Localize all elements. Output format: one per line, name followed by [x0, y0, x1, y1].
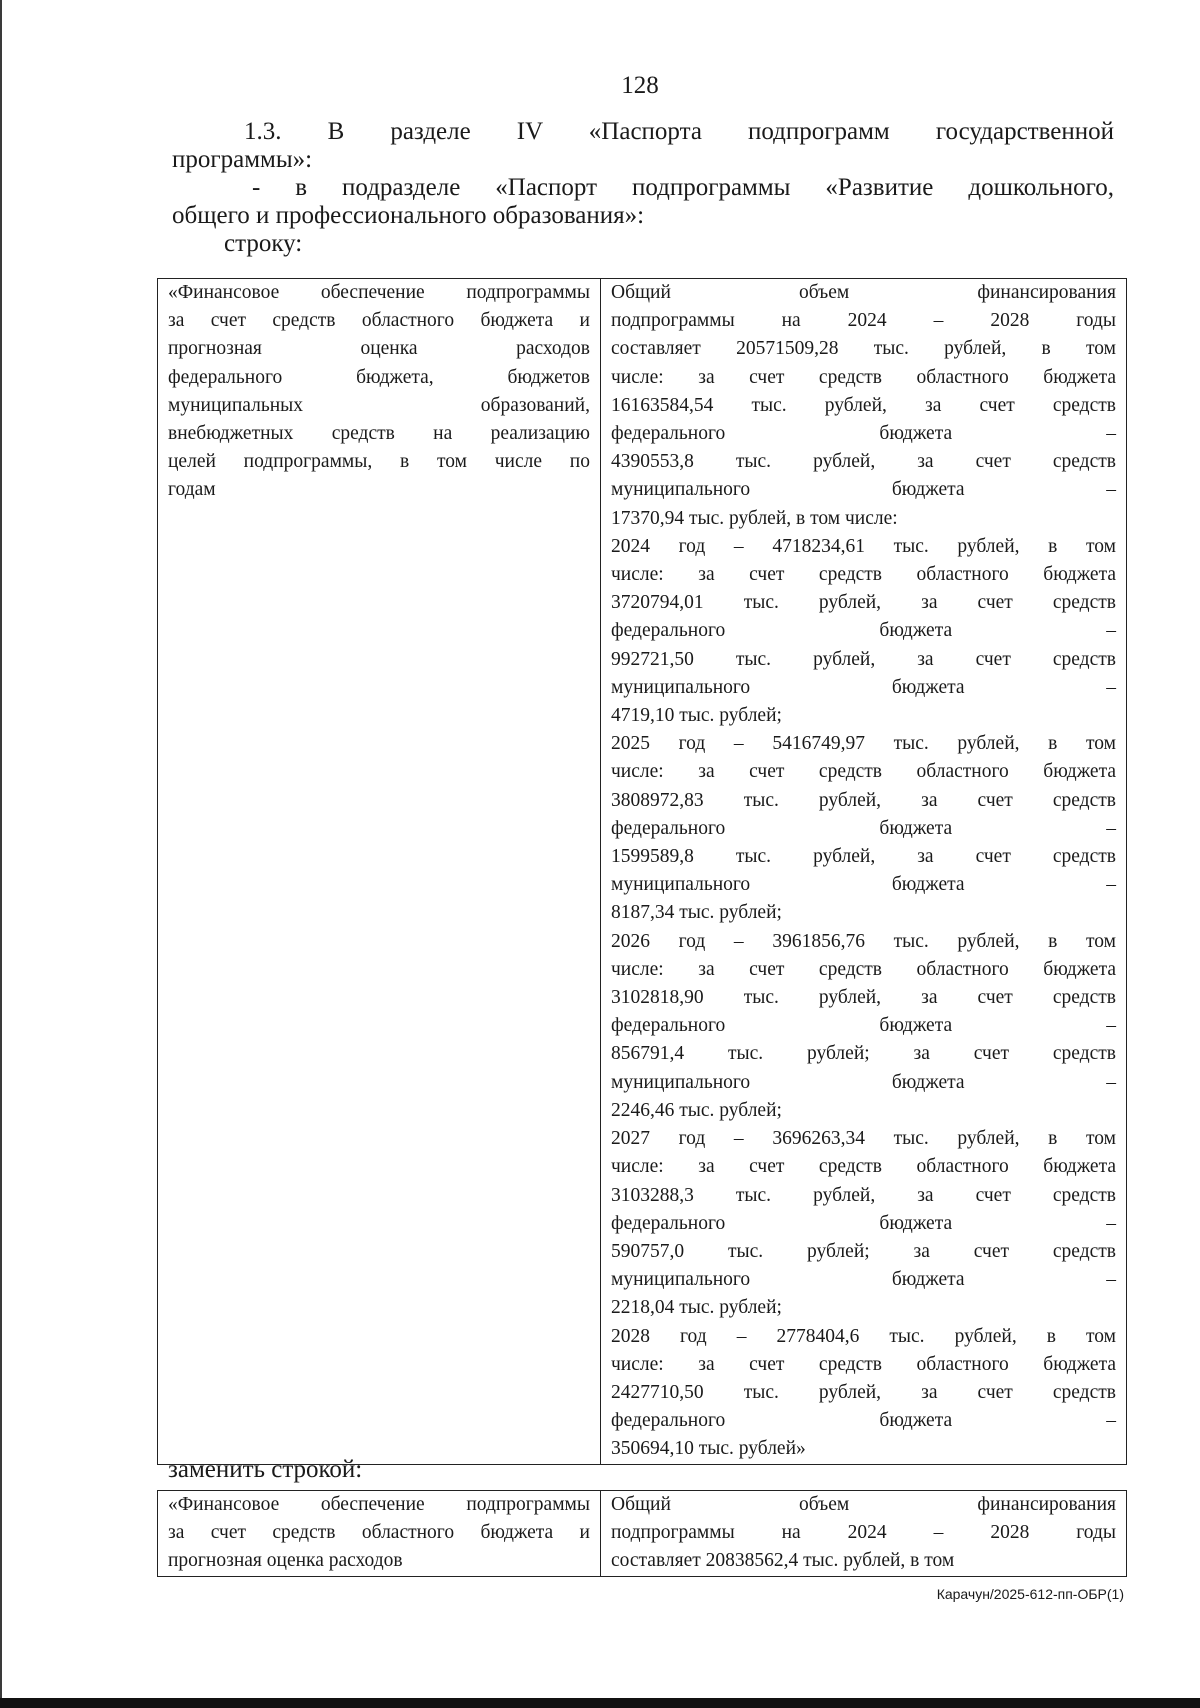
- scan-bottom-edge: [0, 1698, 1200, 1708]
- intro-paragraph-2-cont: общего и профессионального образования»:: [172, 202, 645, 229]
- cell-line: подпрограммы на 2024 – 2028 годы: [611, 1522, 1116, 1544]
- table-row: [158, 1491, 1127, 1577]
- cell-line: целей подпрограммы, в том числе по: [168, 451, 590, 473]
- cell-line: федерального бюджета –: [611, 620, 1116, 642]
- intro-text: [172, 118, 1114, 258]
- cell-line: 2246,46 тыс. рублей;: [611, 1099, 782, 1121]
- cell-line: федерального бюджета –: [611, 817, 1116, 839]
- cell-line: 8187,34 тыс. рублей;: [611, 902, 782, 924]
- cell-line: 2427710,50 тыс. рублей, за счет средств: [611, 1381, 1116, 1403]
- cell-line: подпрограммы на 2024 – 2028 годы: [611, 310, 1116, 332]
- cell-line: муниципального бюджета –: [611, 874, 1116, 896]
- cell-line: муниципального бюджета –: [611, 1269, 1116, 1291]
- cell-line: 2026 год – 3961856,76 тыс. рублей, в том: [611, 930, 1116, 952]
- cell-line: 4719,10 тыс. рублей;: [611, 705, 782, 727]
- cell-line: числе: за счет средств областного бюджета: [611, 761, 1116, 783]
- cell-line: муниципальных образований,: [168, 394, 590, 416]
- new-row-right-cell: [601, 1491, 1127, 1577]
- cell-line: «Финансовое обеспечение подпрограммы: [168, 282, 590, 303]
- cell-line: «Финансовое обеспечение подпрограммы: [168, 1494, 590, 1515]
- cell-line: годам: [168, 479, 216, 501]
- intro-paragraph-1: 1.3. В разделе IV «Паспорта подпрограмм государственной: [244, 118, 1114, 145]
- cell-line: 4390553,8 тыс. рублей, за счет средств: [611, 451, 1116, 473]
- new-row-left-cell: [158, 1491, 601, 1577]
- cell-line: федерального бюджета –: [611, 423, 1116, 445]
- cell-line: федерального бюджета, бюджетов: [168, 366, 590, 388]
- cell-line: 16163584,54 тыс. рублей, за счет средств: [611, 394, 1116, 416]
- cell-line: федерального бюджета –: [611, 1410, 1116, 1432]
- cell-line: федерального бюджета –: [611, 1212, 1116, 1234]
- document-code: Карачун/2025-612-пп-ОБР(1): [936, 1586, 1124, 1602]
- cell-line: 1599589,8 тыс. рублей, за счет средств: [611, 846, 1116, 868]
- old-passport-row-table: [157, 278, 1127, 1465]
- intro-paragraph-1-cont: программы»:: [172, 146, 313, 173]
- cell-line: числе: за счет средств областного бюджета: [611, 366, 1116, 388]
- replace-label: заменить строкой:: [168, 1456, 363, 1483]
- cell-line: 590757,0 тыс. рублей; за счет средств: [611, 1240, 1116, 1262]
- cell-line: Общий объем финансирования: [611, 282, 1116, 303]
- cell-line: составляет 20838562,4 тыс. рублей, в том: [611, 1550, 955, 1572]
- cell-line: 2025 год – 5416749,97 тыс. рублей, в том: [611, 733, 1116, 755]
- cell-line: муниципального бюджета –: [611, 1071, 1116, 1093]
- cell-line: за счет средств областного бюджета и: [168, 310, 590, 332]
- new-passport-row-table: [157, 1490, 1127, 1577]
- old-row-right-cell: [601, 279, 1127, 1465]
- table-row: [158, 279, 1127, 1465]
- intro-paragraph-2: - в подразделе «Паспорт подпрограммы «Развитие дошкольного,: [252, 174, 1114, 201]
- page-number: 128: [621, 72, 659, 99]
- cell-line: 2028 год – 2778404,6 тыс. рублей, в том: [611, 1325, 1116, 1347]
- cell-line: за счет средств областного бюджета и: [168, 1522, 590, 1544]
- cell-line: 2024 год – 4718234,61 тыс. рублей, в том: [611, 535, 1116, 557]
- cell-line: числе: за счет средств областного бюджета: [611, 564, 1116, 586]
- cell-line: числе: за счет средств областного бюджета: [611, 1353, 1116, 1375]
- cell-line: прогнозная оценка расходов: [168, 338, 590, 360]
- cell-line: 350694,10 тыс. рублей»: [611, 1438, 806, 1460]
- cell-line: 17370,94 тыс. рублей, в том числе:: [611, 507, 898, 529]
- cell-line: 3103288,3 тыс. рублей, за счет средств: [611, 1184, 1116, 1206]
- cell-line: прогнозная оценка расходов: [168, 1550, 403, 1572]
- cell-line: Общий объем финансирования: [611, 1494, 1116, 1515]
- cell-line: внебюджетных средств на реализацию: [168, 423, 590, 445]
- cell-line: составляет 20571509,28 тыс. рублей, в том: [611, 338, 1116, 360]
- cell-line: 2218,04 тыс. рублей;: [611, 1297, 782, 1319]
- cell-line: 3808972,83 тыс. рублей, за счет средств: [611, 789, 1116, 811]
- scan-left-edge: [0, 0, 2, 1708]
- cell-line: 992721,50 тыс. рублей, за счет средств: [611, 648, 1116, 670]
- row-label: строку:: [224, 230, 303, 257]
- cell-line: 2027 год – 3696263,34 тыс. рублей, в том: [611, 1128, 1116, 1150]
- cell-line: муниципального бюджета –: [611, 479, 1116, 501]
- old-row-left-cell: [158, 279, 601, 1465]
- cell-line: муниципального бюджета –: [611, 676, 1116, 698]
- cell-line: числе: за счет средств областного бюджета: [611, 958, 1116, 980]
- cell-line: числе: за счет средств областного бюджета: [611, 1156, 1116, 1178]
- cell-line: 3102818,90 тыс. рублей, за счет средств: [611, 987, 1116, 1009]
- cell-line: федерального бюджета –: [611, 1015, 1116, 1037]
- cell-line: 3720794,01 тыс. рублей, за счет средств: [611, 592, 1116, 614]
- cell-line: 856791,4 тыс. рублей; за счет средств: [611, 1043, 1116, 1065]
